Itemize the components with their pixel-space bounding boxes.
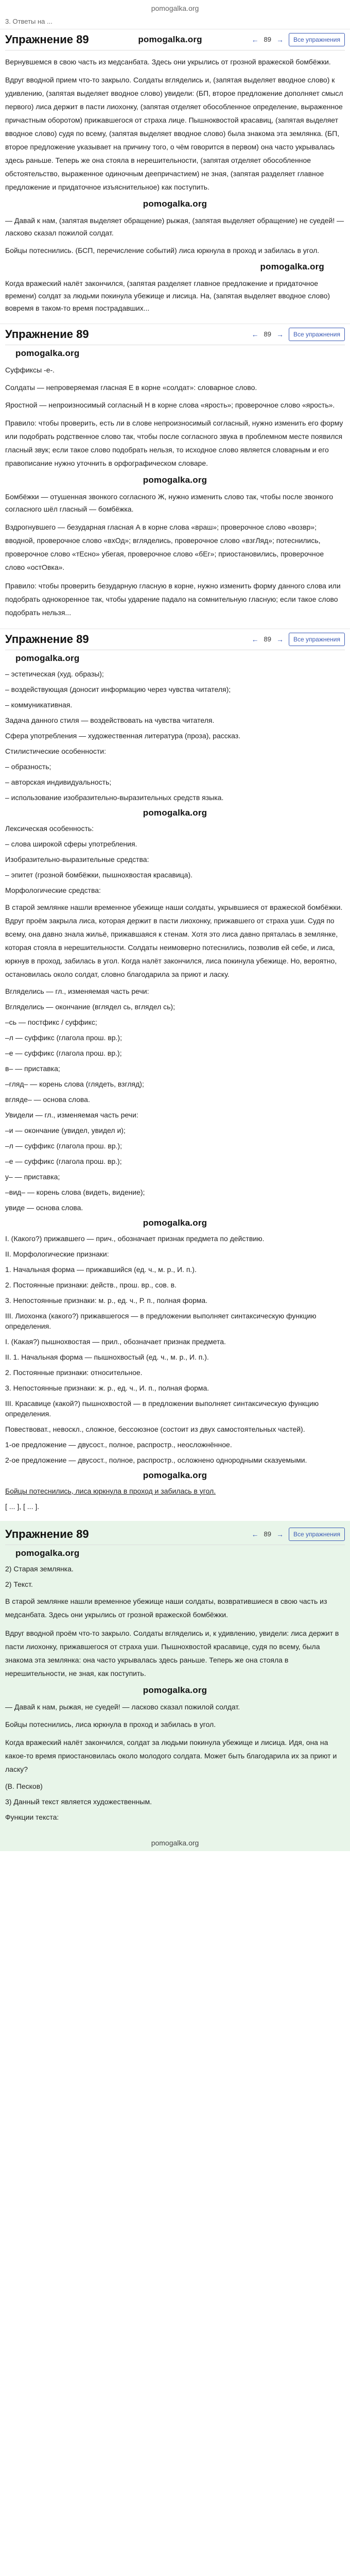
list-item: Лексическая особенность: bbox=[5, 824, 94, 833]
list-item: –и — окончание (увидел, увидел и); bbox=[5, 1126, 126, 1134]
exercise-card-3 bbox=[0, 629, 350, 1512]
list-item: Стилистические особенности: bbox=[5, 747, 107, 755]
next-arrow-icon[interactable]: → bbox=[276, 635, 284, 643]
list-item: –вид– — корень слова (видеть, видение); bbox=[5, 1188, 145, 1196]
diagram-sentence: Бойцы потеснились, лиса юркнула в проход и забилась в угол. bbox=[5, 1487, 216, 1495]
list-item: 1-ое предложение — двусост., полное, распростр., неосложнённое. bbox=[5, 1440, 232, 1449]
list-item: – воздействующая (доносит информацию через чувства читателя); bbox=[5, 685, 231, 693]
card-header bbox=[5, 29, 345, 50]
paragraph: — Давай к нам, рыжая, не суедей! — ласково сказал пожилой солдат. bbox=[5, 1703, 240, 1711]
watermark: pomogalka.org bbox=[143, 475, 207, 485]
list-item: увиде — основа слова. bbox=[5, 1204, 83, 1212]
list-item: Увидели — гл., изменяемая часть речи: bbox=[5, 1111, 138, 1119]
list-item: Вгляделись — гл., изменяемая часть речи: bbox=[5, 987, 149, 995]
paragraph: — Давай к нам, (запятая выделяет обращение) рыжая, (запятая выделяет обращение) не суедей! — ласково сказал пожилой солдат. bbox=[5, 216, 344, 237]
card-header bbox=[5, 1524, 345, 1545]
watermark: pomogalka.org bbox=[143, 808, 207, 818]
list-item: – авторская индивидуальность; bbox=[5, 778, 112, 786]
list-item: 2-ое предложение — двусост., полное, распростр., осложнено однородными сказуемыми. bbox=[5, 1456, 307, 1464]
watermark-row bbox=[5, 1470, 345, 1481]
list-item: 3. Непостоянные признаки: м. р., ед. ч., Р. п., полная форма. bbox=[5, 1296, 208, 1304]
watermark: pomogalka.org bbox=[260, 262, 324, 272]
list-item: II. 1. Начальная форма — пышнохвостый (ед. ч., м. р., И. п.). bbox=[5, 1353, 209, 1361]
list-item: I. (Какая?) пышнохвостая — прил., обозначает признак предмета. bbox=[5, 1337, 226, 1346]
all-exercises-button[interactable]: Все упражнения bbox=[289, 33, 345, 46]
paragraph: Вдруг вводной прием что-то закрыло. Солдаты вгляделись и, (запятая выделяет вводное слово) к удивлению, (запятая выделяет вводное слово) увидели: (БП, второе предложение дополняет смысл первого) лиса держит в пасти лиохонку, (запятая отделяет обособленное определение, выраженное причастным оборотом) прижавшегося от страха лице. Пышноквостой красавиц, (запятая выделяет вводное слово) судя по всему, (запятая выделяет вводное слово) была знакома эта землянка. (БП, второе предложение указывает на причину того, о чём говорится в первом) она часто укрывалась здесь раньше. Теперь же она стояла в нерешительности, (запятая отделяет обособленное обстоятельство, выраженное одиночным деепричастием) не зная, (запятая разделяет главное предложение и придаточное изъяснительное) как поступить. bbox=[5, 76, 343, 191]
paragraph: Суффиксы -е-. bbox=[5, 366, 55, 374]
list-item: 2) Старая землянка. bbox=[5, 1565, 74, 1573]
list-item: Повествоват., невоскл., сложное, бессоюзное (состоит из двух самостоятельных частей). bbox=[5, 1425, 305, 1433]
watermark-row bbox=[5, 262, 345, 272]
list-item: 2) Текст. bbox=[5, 1580, 33, 1588]
watermark: pomogalka.org bbox=[15, 348, 80, 358]
card-header bbox=[5, 324, 345, 345]
intro-label: 3. Ответы на ... bbox=[5, 18, 52, 25]
prev-arrow-icon[interactable]: ← bbox=[251, 36, 259, 44]
list-item: у– — приставка; bbox=[5, 1173, 60, 1181]
pager bbox=[252, 328, 345, 341]
next-arrow-icon[interactable]: → bbox=[276, 330, 284, 338]
paragraph: Бойцы потеснились. (БСП, перечисление событий) лиса юркнула в проход и забилась в угол. bbox=[5, 246, 320, 255]
list-item: Вгляделись — окончание (вглядел сь, вглядел сь); bbox=[5, 1003, 175, 1011]
watermark: pomogalka.org bbox=[143, 199, 207, 209]
list-item: 1. Начальная форма — прижавшийся (ед. ч., м. р., И. п.). bbox=[5, 1265, 197, 1274]
list-item: – эстетическая (худ. образы); bbox=[5, 670, 104, 678]
paragraph: Когда вражеский налёт закончился, (запятая разделяет главное предложение и придаточное времени) солдат за людьми покинула убежище и лисица. На, (запятая выделяет вводное слово) вовремя в таком-то время пострадавших... bbox=[5, 279, 330, 312]
watermark-row bbox=[5, 808, 345, 818]
paragraph: Бомбёжки — отушенная звонкого согласного Ж, нужно изменить слово так, чтобы после звонкого согласного шёл гласный — бомбёжка. bbox=[5, 493, 334, 513]
paragraph: Вернувшемся в свою часть из медсанбата. Здесь они укрылись от грозной вражеской бомбёжки. bbox=[5, 58, 331, 66]
exercise-card-2 bbox=[0, 324, 350, 619]
list-item: III. Лиохонка (какого?) прижавшегося — в предложении выполняет синтаксическую функцию определения. bbox=[5, 1312, 317, 1330]
list-item: III. Красавице (какой?) пышнохвостой — в предложении выполняет синтаксическую функцию определения. bbox=[5, 1399, 319, 1418]
prev-arrow-icon[interactable]: ← bbox=[251, 635, 259, 643]
all-exercises-button[interactable]: Все упражнения bbox=[289, 633, 345, 646]
pager-count: 89 bbox=[264, 635, 271, 643]
list-item: –е — суффикс (глагола прош. вр.); bbox=[5, 1157, 122, 1165]
list-item: вгляде– — основа слова. bbox=[5, 1095, 90, 1104]
pager bbox=[252, 633, 345, 646]
watermark-row bbox=[5, 199, 345, 209]
prev-arrow-icon[interactable]: ← bbox=[251, 330, 259, 338]
list-item: Задача данного стиля — воздействовать на чувства читателя. bbox=[5, 716, 215, 724]
watermark: pomogalka.org bbox=[143, 1218, 207, 1228]
list-item: Изобразительно-выразительные средства: bbox=[5, 855, 149, 863]
pager bbox=[252, 33, 345, 46]
watermark: pomogalka.org bbox=[15, 653, 80, 663]
list-item: – слова широкой сферы употребления. bbox=[5, 840, 137, 848]
watermark-row bbox=[5, 653, 345, 664]
list-item: Сфера употребления — художественная литература (проза), рассказ. bbox=[5, 732, 241, 740]
pager-count: 89 bbox=[264, 330, 271, 338]
card-header bbox=[5, 629, 345, 650]
paragraph: Бойцы потеснились, лиса юркнула в проход и забилась в угол. bbox=[5, 1720, 216, 1728]
card-title: Упражнение 89 bbox=[5, 633, 89, 646]
exercise-card-1 bbox=[0, 29, 350, 314]
list-item: –е — суффикс (глагола прош. вр.); bbox=[5, 1049, 122, 1057]
prev-arrow-icon[interactable]: ← bbox=[251, 1530, 259, 1538]
pager-count: 89 bbox=[264, 1530, 271, 1538]
list-item: (В. Песков) bbox=[5, 1782, 43, 1790]
watermark-row bbox=[5, 348, 345, 359]
list-item: 3. Непостоянные признаки: ж. р., ед. ч., И. п., полная форма. bbox=[5, 1384, 209, 1392]
list-item: Морфологические средства: bbox=[5, 886, 101, 894]
list-item: – использование изобразительно-выразительных средств языка. bbox=[5, 793, 224, 802]
paragraph: Яростной — непроизносимый согласный Н в корне слова «ярость»; проверочное слово «ярость». bbox=[5, 401, 335, 409]
paragraph: Правило: чтобы проверить безударную гласную в корне, нужно изменить форму данного слова или подобрать однокоренное так, чтобы ударение падало на сомнительную гласную; если такое слово подобрать нельзя... bbox=[5, 582, 341, 617]
card-title: Упражнение 89 bbox=[5, 328, 89, 341]
list-item: I. (Какого?) прижавшего — прич., обозначает признак предмета по действию. bbox=[5, 1234, 265, 1243]
list-item: 2. Постоянные признаки: относительное. bbox=[5, 1368, 143, 1377]
pager-count: 89 bbox=[264, 36, 271, 43]
paragraph: В старой землянке нашли временное убежище наши солдаты, возвратившиеся в свою часть из медсанбата. Здесь они укрылись от грозной вражеской бомбёжки. bbox=[5, 1597, 327, 1619]
paragraph: Когда вражеский налёт закончился, солдат за людьми покинула убежище и лисица. Идя, она на какое-то время приостановилась около молодого солдата. Может быть благодарила их за приют и ласку? bbox=[5, 1738, 337, 1773]
list-item: –гляд– — корень слова (глядеть, взгляд); bbox=[5, 1080, 144, 1088]
list-item: [ ... ], [ ... ]. bbox=[5, 1502, 40, 1511]
watermark-row bbox=[5, 475, 345, 485]
list-item: – образность; bbox=[5, 762, 51, 771]
watermark: pomogalka.org bbox=[143, 1685, 207, 1695]
list-item: в– — приставка; bbox=[5, 1064, 60, 1073]
watermark: pomogalka.org bbox=[15, 1548, 80, 1558]
exercise-card-4 bbox=[0, 1521, 350, 1851]
analysis-list bbox=[5, 669, 345, 1512]
card-title: Упражнение 89 bbox=[5, 33, 89, 46]
pager bbox=[252, 1528, 345, 1541]
list-item: 2. Постоянные признаки: действ., прош. вр., сов. в. bbox=[5, 1281, 177, 1289]
list-item: – коммуникативная. bbox=[5, 701, 73, 709]
card-title: Упражнение 89 bbox=[5, 1528, 89, 1540]
watermark-row bbox=[5, 1685, 345, 1696]
watermark-row bbox=[5, 1218, 345, 1228]
paragraph: Солдаты — непроверяемая гласная Е в корне «солдат»: словарное слово. bbox=[5, 383, 257, 392]
list-item: Функции текста: bbox=[5, 1813, 59, 1821]
next-arrow-icon[interactable]: → bbox=[276, 1530, 284, 1538]
all-exercises-button[interactable]: Все упражнения bbox=[289, 328, 345, 341]
list-item: –л — суффикс (глагола прош. вр.); bbox=[5, 1142, 122, 1150]
list-item: –сь — постфикс / суффикс; bbox=[5, 1018, 97, 1026]
watermark: pomogalka.org bbox=[138, 35, 202, 44]
list-item: 3) Данный текст является художественным. bbox=[5, 1798, 152, 1806]
watermark-row bbox=[5, 1548, 345, 1558]
list-item: – эпитет (грозной бомбёжки, пышнохвостая красавица). bbox=[5, 871, 193, 879]
paragraph: В старой землянке нашли временное убежище наши солдаты, укрывшиеся от вражеской бомбёжки. Вдруг проём закрыла лиса, которая держит в пасти лиохонку, прижавшего от страха уши. Судя по всему, она давно знала жильё, прижавшаяся к стенам. Хотя это лиса давно пряталась в землянке, которая стояла в нерешительности. Солдаты неимоверно потеснились, позволив ей себе, и лиса, юркнув в проход, забилась в угол. Когда налёт закончился, лиса покинула убежище. Но, вероятно, остановилась около солдат, словно благодарила за приют и ласку. bbox=[5, 903, 343, 978]
footer-domain[interactable]: pomogalka.org bbox=[151, 1839, 199, 1847]
watermark: pomogalka.org bbox=[143, 1470, 207, 1480]
paragraph: Вздрогнувшего — безударная гласная А в корне слова «враш»; проверочное слово «возвр»; вводной, проверочное слово «вхОд»; вгляделись, проверочное слово «взгЛяд»; потеснились, проверочное слово «тЕсно» убегая, проверочное слово «бЕг»; приостановились, проверочное слово «остОвка». bbox=[5, 523, 324, 571]
answer-list bbox=[5, 1564, 345, 1822]
list-item: II. Морфологические признаки: bbox=[5, 1250, 109, 1258]
site-domain[interactable]: pomogalka.org bbox=[151, 4, 199, 12]
next-arrow-icon[interactable]: → bbox=[276, 36, 284, 44]
paragraph: Вдруг вводной проём что-то закрыло. Солдаты вгляделись и, к удивлению, увидели: лиса держит в пасти лиохонку, прижавшегося от страха уши. Пышнохвостой красавице, судя по всему, была знакома эта землянка: она часто укрывалась здесь раньше. Теперь же она стояла в нерешительности, не зная, как поступить. bbox=[5, 1629, 339, 1677]
paragraph: Правило: чтобы проверить, есть ли в слове непроизносимый согласный, нужно изменить его форму или подобрать родственное слово так, чтобы после согласного звука в проблемном месте появился гласный звук; если такое слово подобрать нельзя, то исходное слово является словарным и его правописание нужно уточнить в орфографическом словаре. bbox=[5, 419, 343, 467]
all-exercises-button[interactable]: Все упражнения bbox=[289, 1528, 345, 1541]
list-item: –л — суффикс (глагола прош. вр.); bbox=[5, 1033, 122, 1042]
